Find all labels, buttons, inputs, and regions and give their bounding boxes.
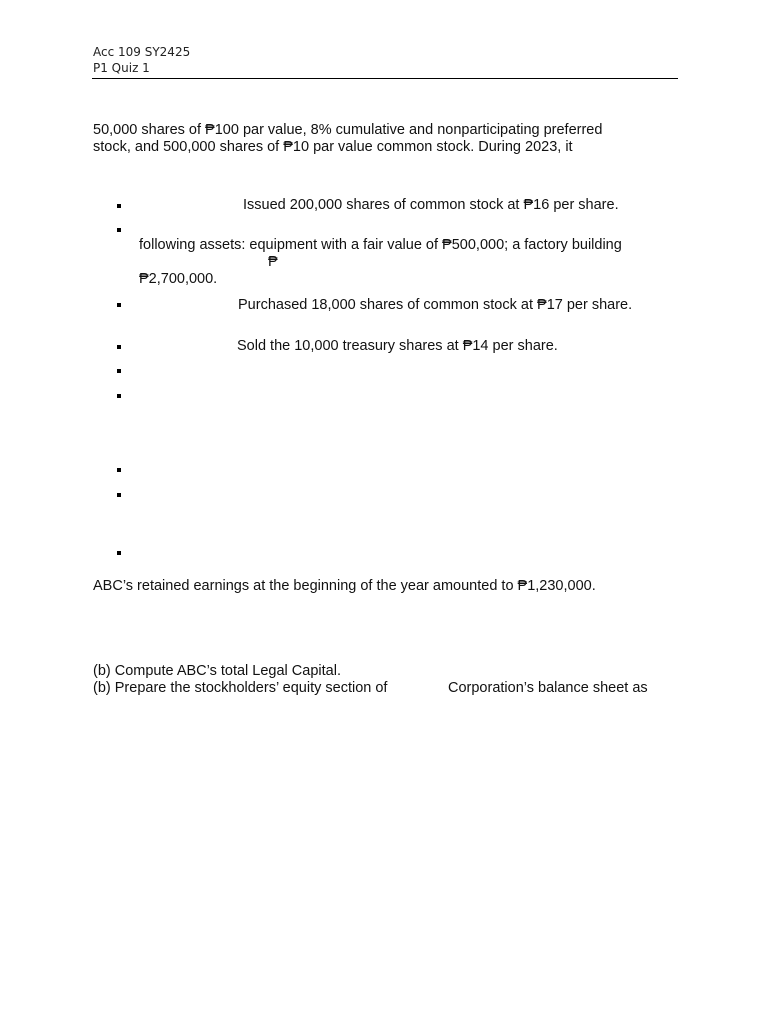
retained-earnings-text: ABC’s retained earnings at the beginning of the year amounted to ₱1,230,000. [93, 578, 596, 594]
bullet-8 [117, 493, 121, 497]
bullet-3 [117, 303, 121, 307]
bullet-6 [117, 394, 121, 398]
header-divider [92, 78, 678, 79]
transaction-2-line-1: following assets: equipment with a fair value of ₱500,000; a factory building [139, 237, 622, 253]
bullet-9 [117, 551, 121, 555]
requirement-legal-capital: (b) Compute ABC’s total Legal Capital. [93, 663, 341, 679]
intro-line-2: stock, and 500,000 shares of ₱10 par value common stock. During 2023, it [93, 139, 573, 155]
requirement-equity-section-cont: Corporation’s balance sheet as [448, 680, 648, 696]
transaction-3: Purchased 18,000 shares of common stock at ₱17 per share. [238, 297, 633, 313]
quiz-header: P1 Quiz 1 [93, 61, 150, 75]
transaction-2-peso: ₱ [268, 254, 278, 270]
bullet-1 [117, 204, 121, 208]
bullet-5 [117, 369, 121, 373]
bullet-7 [117, 468, 121, 472]
bullet-4 [117, 345, 121, 349]
transaction-2-line-2: ₱2,700,000. [139, 271, 218, 287]
bullet-2 [117, 228, 121, 232]
transaction-4: Sold the 10,000 treasury shares at ₱14 per share. [237, 338, 558, 354]
requirement-equity-section: (b) Prepare the stockholders’ equity section of [93, 680, 388, 696]
course-header: Acc 109 SY2425 [93, 45, 191, 59]
transaction-1: Issued 200,000 shares of common stock at ₱16 per share. [243, 197, 619, 213]
intro-line-1: 50,000 shares of ₱100 par value, 8% cumulative and nonparticipating preferred [93, 122, 603, 138]
